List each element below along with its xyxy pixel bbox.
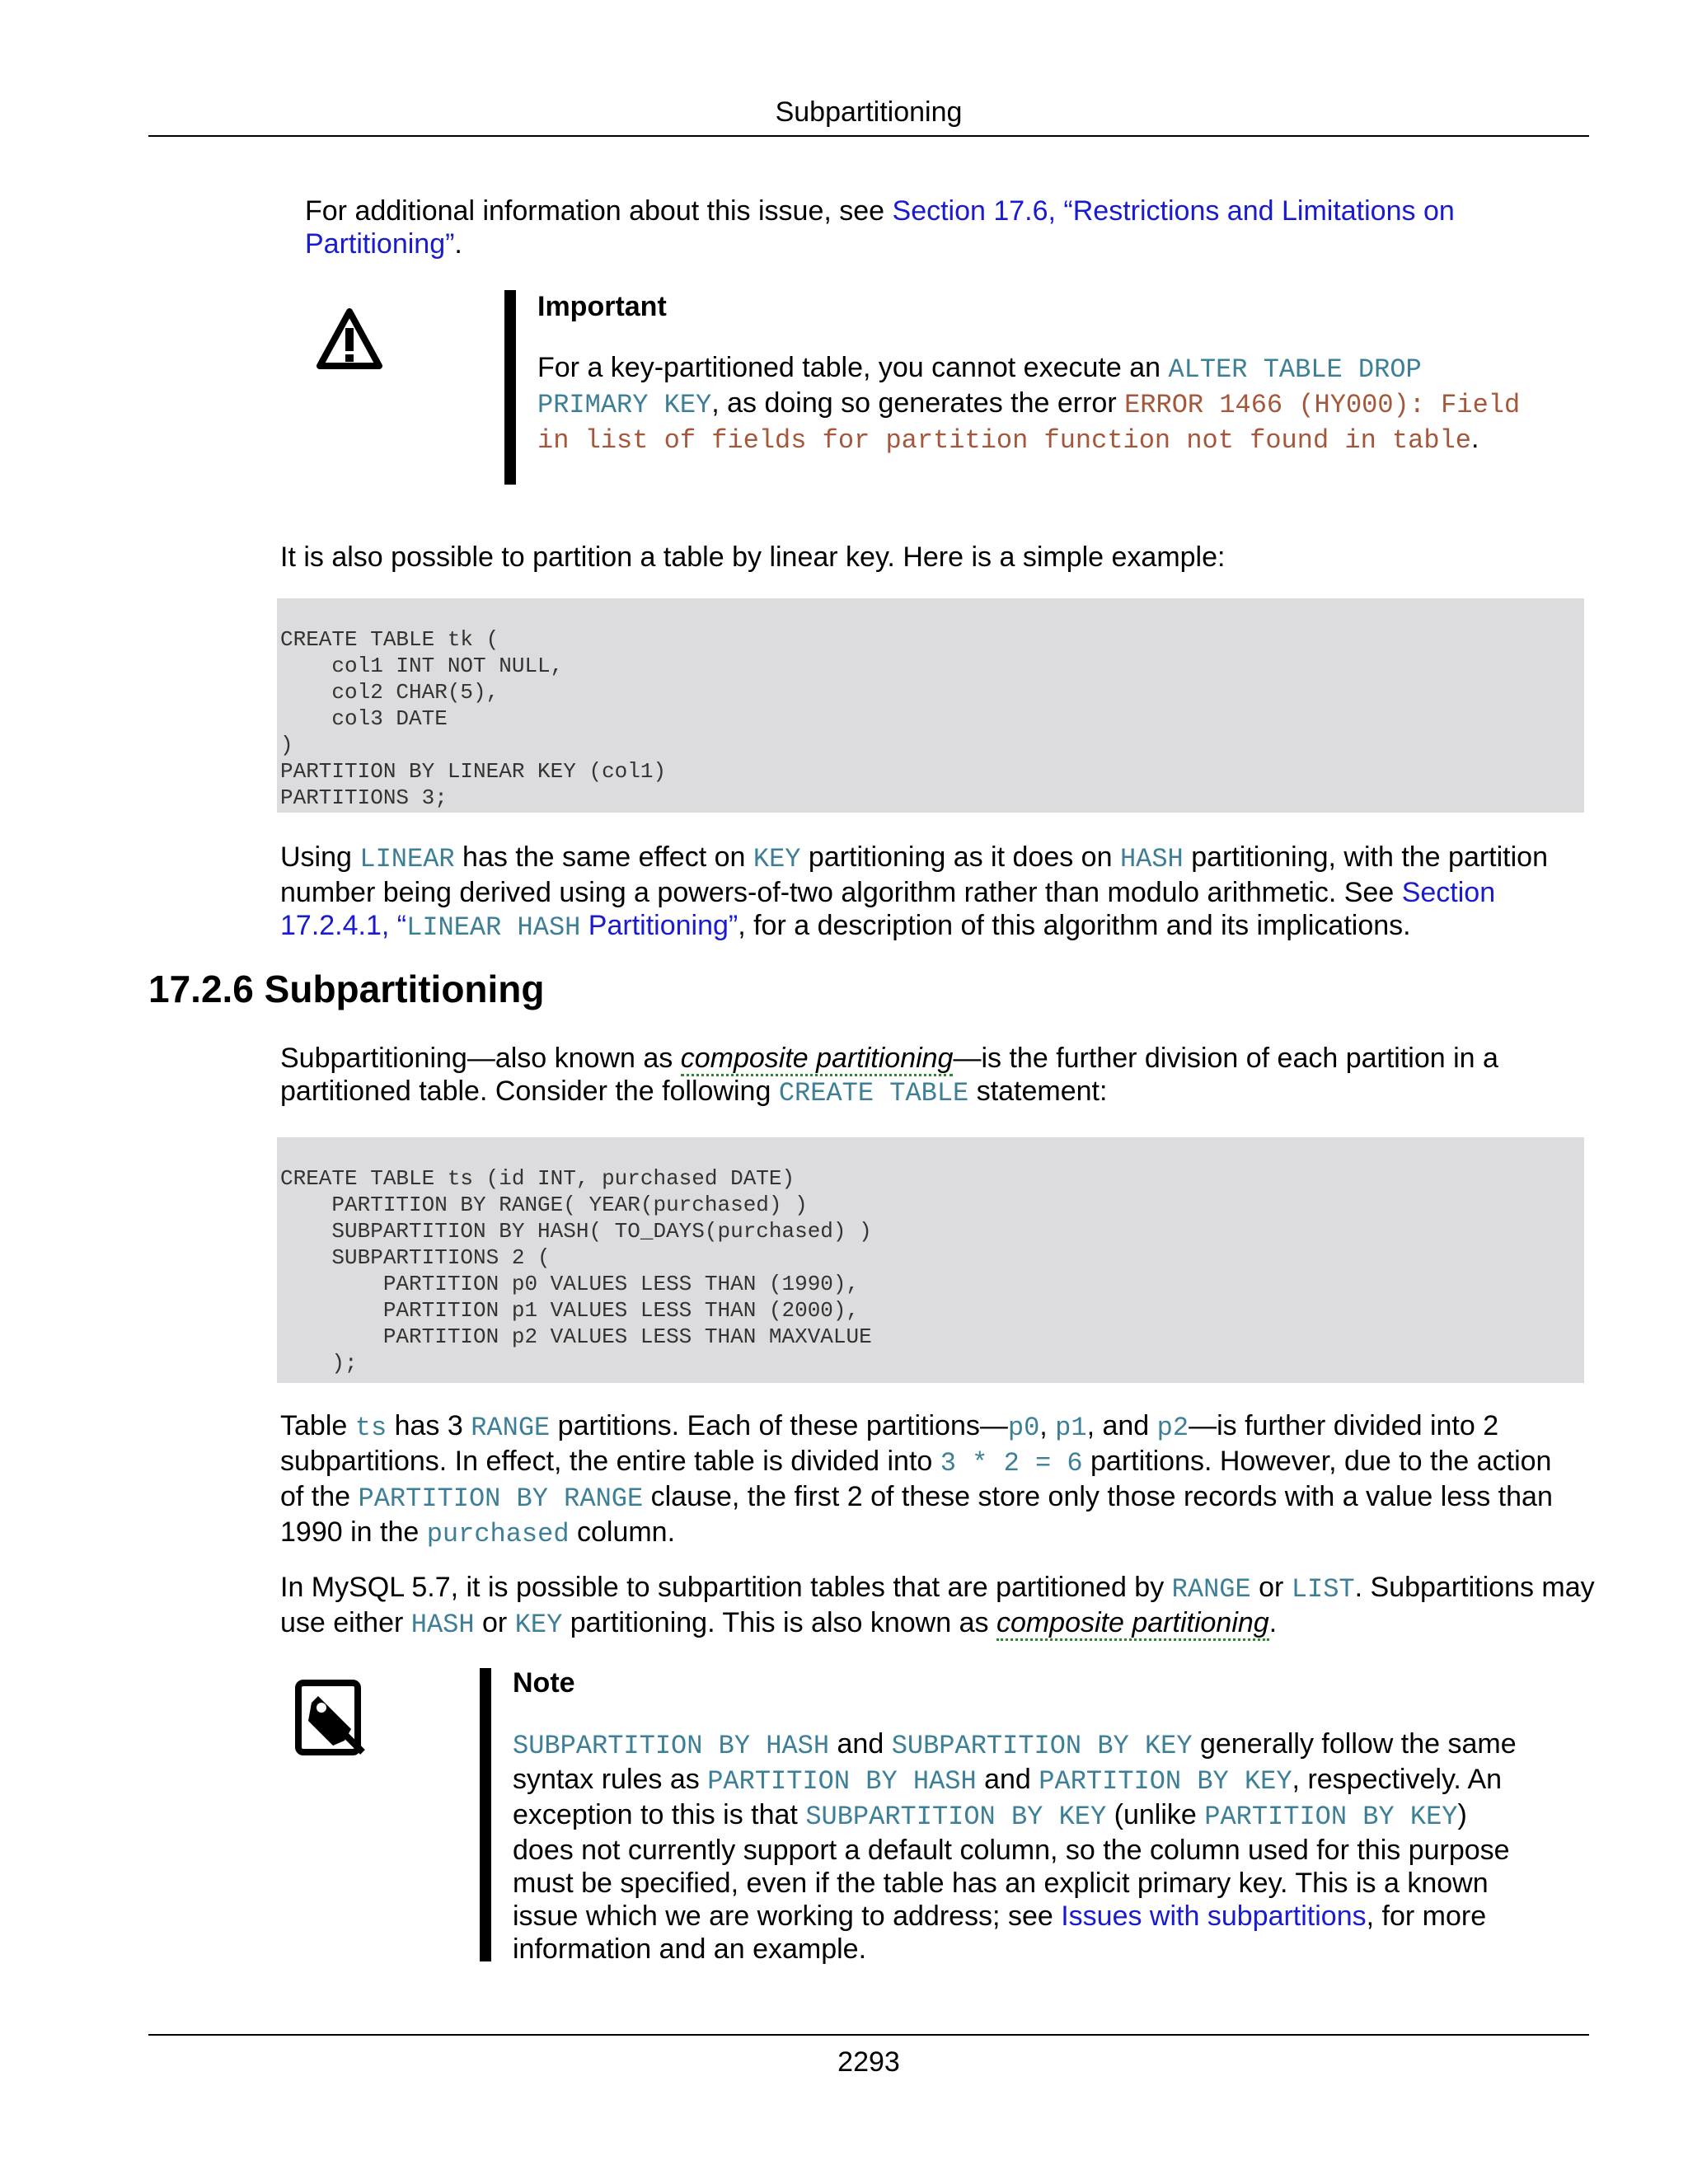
note-title: Note [513, 1667, 575, 1699]
key-code-2: KEY [514, 1610, 563, 1640]
range-code: RANGE [471, 1413, 551, 1443]
section-heading: 17.2.6 Subpartitioning [148, 968, 545, 1010]
restrictions-link[interactable]: Section 17.6, “Restrictions and Limitations on Partitioning” [305, 195, 1455, 260]
composite-partitioning-term-2[interactable]: composite partitioning [996, 1607, 1269, 1641]
note-bar [480, 1668, 491, 1961]
ts-text-9: column. [569, 1516, 676, 1548]
subpartition-by-key-code: SUBPARTITION BY KEY [891, 1731, 1193, 1761]
warning-icon [316, 307, 382, 373]
intro-text: For additional information about this issue, see [305, 195, 893, 227]
mysql-text-6: . [1268, 1607, 1278, 1638]
error-code: ERROR 1466 (HY000): Field in list of fields for partition function not found in table [537, 390, 1521, 456]
note-text [513, 1727, 1526, 1966]
hash-code-2: HASH [410, 1610, 475, 1640]
alter-table-code: ALTER TABLE DROP PRIMARY KEY [537, 354, 1422, 420]
issues-with-subpartitions-link[interactable]: Issues with subpartitions [1061, 1900, 1367, 1932]
mysql-text-5: partitioning. This is also known as [562, 1607, 996, 1638]
key-code: KEY [753, 844, 801, 874]
ts-text-7: partitions. However, due to the action of the [280, 1446, 1552, 1512]
hash-code: HASH [1119, 844, 1184, 874]
linear-text-5: , for a description of this algorithm and its implications. [738, 910, 1411, 941]
running-header: Subpartitioning [775, 96, 963, 128]
ts-text-2: has 3 [387, 1410, 471, 1441]
important-bar [504, 290, 516, 485]
ts-text-1: Table [280, 1410, 355, 1441]
note-text-4: , respectively. An exception to this is that [513, 1764, 1503, 1830]
ts-text-5: , and [1086, 1410, 1157, 1441]
formula-code: 3 * 2 = 6 [940, 1448, 1083, 1479]
note-text-3: and [976, 1764, 1039, 1795]
intro-paragraph [305, 194, 1475, 260]
sp-intro-text-2: —is the further division of each partition in a partitioned table. Consider the following [280, 1043, 1498, 1107]
important-text [537, 351, 1526, 457]
p0-code: p0 [1007, 1413, 1040, 1443]
important-text-2: , as doing so generates the error [711, 387, 1125, 419]
mysql-text-2: or [1250, 1572, 1292, 1603]
range-code-2: RANGE [1171, 1574, 1251, 1605]
p1-code: p1 [1055, 1413, 1087, 1443]
sp-intro-text-3: statement: [968, 1076, 1108, 1107]
linear-text-1: Using [280, 841, 360, 873]
linear-text-3: partitioning as it does on [800, 841, 1120, 873]
mysql-text-4: or [474, 1607, 515, 1638]
page-number: 2293 [837, 2046, 900, 2078]
note-text-2: generally follow the same syntax rules as [513, 1728, 1517, 1795]
composite-partitioning-term[interactable]: composite partitioning [681, 1043, 954, 1076]
mysql-text-3: . Subpartitions may use either [280, 1572, 1595, 1638]
footer-rule [148, 2034, 1589, 2036]
create-table-code: CREATE TABLE [778, 1078, 969, 1108]
partition-by-hash-code: PARTITION BY HASH [707, 1766, 977, 1797]
subpartition-by-key-code-2: SUBPARTITION BY KEY [805, 1802, 1107, 1832]
subpartition-by-hash-code: SUBPARTITION BY HASH [513, 1731, 830, 1761]
linear-paragraph [280, 841, 1599, 944]
important-text-1: For a key-partitioned table, you cannot execute an [537, 352, 1169, 383]
ts-text-6: —is further divided into 2 subpartitions. In effect, the entire table is divided into [280, 1410, 1499, 1477]
sp-intro-text-1: Subpartitioning—also known as [280, 1043, 681, 1074]
ts-text-4: , [1039, 1410, 1056, 1441]
list-code: LIST [1291, 1574, 1355, 1605]
code-block-tk: CREATE TABLE tk ( col1 INT NOT NULL, col2 CHAR(5), col3 DATE ) PARTITION BY LINEAR KEY (col1) PARTITIONS 3; [277, 598, 1584, 813]
linear-hash-link-2: Partitioning” [580, 910, 738, 941]
important-text-3: . [1470, 423, 1479, 454]
partition-by-key-code-2: PARTITION BY KEY [1204, 1802, 1458, 1832]
table-ts-paragraph [280, 1409, 1582, 1551]
subpartitioning-intro [280, 1042, 1500, 1110]
note-text-7: , for more information and an example. [513, 1900, 1487, 1965]
partition-by-range-code: PARTITION BY RANGE [358, 1483, 644, 1514]
p2-code: p2 [1156, 1413, 1189, 1443]
partition-by-key-code: PARTITION BY KEY [1039, 1766, 1292, 1797]
note-icon [293, 1678, 366, 1760]
note-text-1: and [829, 1728, 892, 1760]
mysql-paragraph [280, 1571, 1599, 1642]
ts-code: ts [354, 1413, 387, 1443]
linear-hash-link-code: LINEAR HASH [406, 912, 581, 943]
purchased-code: purchased [426, 1519, 570, 1549]
header-rule [148, 135, 1589, 137]
intro-end: . [454, 228, 462, 260]
ts-text-3: partitions. Each of these partitions— [550, 1410, 1008, 1441]
linear-key-lead: It is also possible to partition a table by linear key. Here is a simple example: [280, 541, 1226, 573]
linear-text-4: partitioning, with the partition number being derived using a powers-of-two algorithm rather than modulo arithmetic. See [280, 841, 1548, 908]
note-text-5: (unlike [1106, 1799, 1205, 1830]
important-title: Important [537, 291, 667, 322]
linear-text-2: has the same effect on [454, 841, 753, 873]
note-text-6: ) does not currently support a default column, so the column used for this purpose must be specified, even if the table has an explicit primary key. This is a known issue which we are working to address; see [513, 1799, 1510, 1932]
ts-text-8: clause, the first 2 of these store only those records with a value less than 1990 in the [280, 1481, 1553, 1548]
code-block-ts: CREATE TABLE ts (id INT, purchased DATE) PARTITION BY RANGE( YEAR(purchased) ) SUBPARTITION BY HASH( TO_DAYS(purchased) ) SUBPARTITIONS 2 ( PARTITION p0 VALUES LESS THAN (1990), PARTITION p1 VALUES LESS THAN (2000), PARTITION p2 VALUES LESS THAN MAXVALUE ); [277, 1137, 1584, 1383]
linear-code: LINEAR [359, 844, 455, 874]
mysql-text-1: In MySQL 5.7, it is possible to subpartition tables that are partitioned by [280, 1572, 1172, 1603]
linear-hash-link-1: Section 17.2.4.1, “ [280, 877, 1496, 941]
